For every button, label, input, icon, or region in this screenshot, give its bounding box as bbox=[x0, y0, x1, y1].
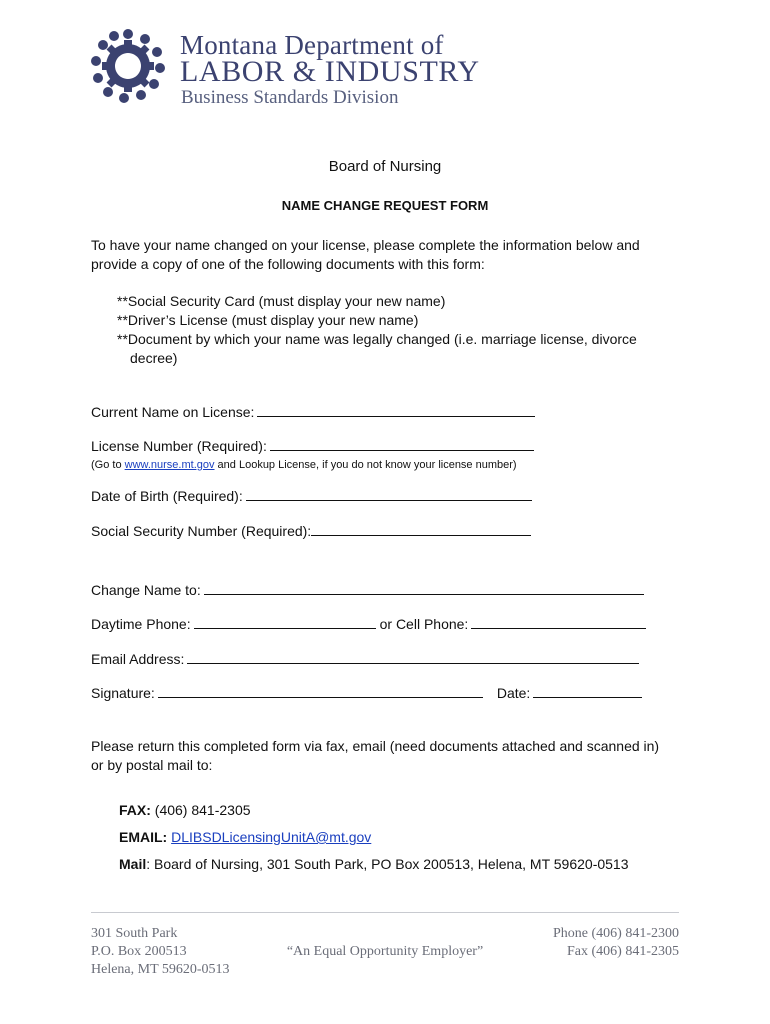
signature-field[interactable] bbox=[91, 685, 642, 701]
change-name-label: Change Name to: bbox=[91, 582, 201, 598]
dob-line[interactable] bbox=[246, 488, 532, 501]
email-line[interactable] bbox=[187, 651, 639, 664]
footer-address-line: Helena, MT 59620-0513 bbox=[91, 962, 230, 977]
email-field[interactable] bbox=[91, 651, 639, 667]
email-label: Email Address: bbox=[91, 651, 185, 667]
nurse-lookup-link[interactable]: www.nurse.mt.gov bbox=[124, 459, 215, 471]
gear-people-logo-icon bbox=[88, 26, 168, 106]
license-number-line[interactable] bbox=[270, 438, 534, 451]
letterhead-department: Montana Department of bbox=[180, 30, 444, 60]
license-number-field[interactable] bbox=[91, 438, 534, 454]
footer-address-line: 301 South Park bbox=[91, 926, 178, 941]
footer-address-line: P.O. Box 200513 bbox=[91, 944, 187, 959]
phone-field[interactable] bbox=[91, 616, 646, 632]
daytime-phone-line[interactable] bbox=[194, 616, 376, 629]
letterhead-division: Business Standards Division bbox=[181, 87, 399, 108]
current-name-label: Current Name on License: bbox=[91, 404, 255, 420]
email-link[interactable]: DLIBSDLicensingUnitA@mt.gov bbox=[171, 829, 372, 845]
letterhead-agency: LABOR & INDUSTRY bbox=[180, 55, 480, 88]
document-item: **Driver’s License (must display your new name) bbox=[117, 312, 419, 328]
cell-phone-line[interactable] bbox=[471, 616, 646, 629]
ssn-field[interactable] bbox=[91, 523, 531, 539]
cell-phone-label: or Cell Phone: bbox=[379, 616, 469, 632]
footer-phone-fax bbox=[553, 925, 679, 961]
license-lookup-hint bbox=[91, 459, 517, 471]
signature-label: Signature: bbox=[91, 685, 155, 701]
hint-text: (Go to bbox=[91, 459, 125, 471]
document-item: **Social Security Card (must display your new name) bbox=[117, 293, 446, 309]
board-name: Board of Nursing bbox=[328, 158, 442, 175]
mail-value: : Board of Nursing, 301 South Park, PO Box 200513, Helena, MT 59620-0513 bbox=[146, 856, 629, 872]
intro-paragraph: To have your name changed on your license, please complete the information below and provide a copy of one of the following documents with this form: bbox=[91, 237, 640, 272]
license-number-label: License Number (Required): bbox=[91, 438, 267, 454]
current-name-line[interactable] bbox=[257, 404, 535, 417]
mail-contact bbox=[119, 856, 629, 872]
form-title: NAME CHANGE REQUEST FORM bbox=[281, 198, 489, 213]
signature-line[interactable] bbox=[158, 685, 483, 698]
mail-label: Mail bbox=[119, 856, 147, 872]
change-name-line[interactable] bbox=[204, 582, 644, 595]
ssn-label: Social Security Number (Required): bbox=[91, 523, 312, 539]
document-item-continued: decree) bbox=[130, 350, 178, 366]
current-name-field[interactable] bbox=[91, 404, 535, 420]
dob-field[interactable] bbox=[91, 488, 532, 504]
email-contact bbox=[119, 829, 371, 845]
return-instructions: Please return this completed form via fax, email (need documents attached and scanned in) or by postal mail to: bbox=[91, 738, 660, 773]
footer-fax: Fax (406) 841-2305 bbox=[567, 944, 679, 959]
footer-divider bbox=[91, 912, 679, 913]
hint-text: and Lookup License, if you do not know your license number) bbox=[214, 459, 517, 471]
document-item: **Document by which your name was legally changed (i.e. marriage license, divorce bbox=[117, 331, 637, 347]
daytime-phone-label: Daytime Phone: bbox=[91, 616, 191, 632]
change-name-field[interactable] bbox=[91, 582, 644, 598]
fax-value: (406) 841-2305 bbox=[150, 802, 251, 818]
ssn-line[interactable] bbox=[311, 523, 531, 536]
date-label: Date: bbox=[496, 685, 531, 701]
date-line[interactable] bbox=[533, 685, 642, 698]
document-list bbox=[117, 292, 637, 368]
fax-contact bbox=[119, 802, 251, 818]
fax-label: FAX: bbox=[119, 802, 151, 818]
footer-phone: Phone (406) 841-2300 bbox=[553, 926, 679, 941]
dob-label: Date of Birth (Required): bbox=[91, 488, 243, 504]
footer-slogan: “An Equal Opportunity Employer” bbox=[286, 944, 484, 959]
email-contact-label: EMAIL: bbox=[119, 829, 168, 845]
